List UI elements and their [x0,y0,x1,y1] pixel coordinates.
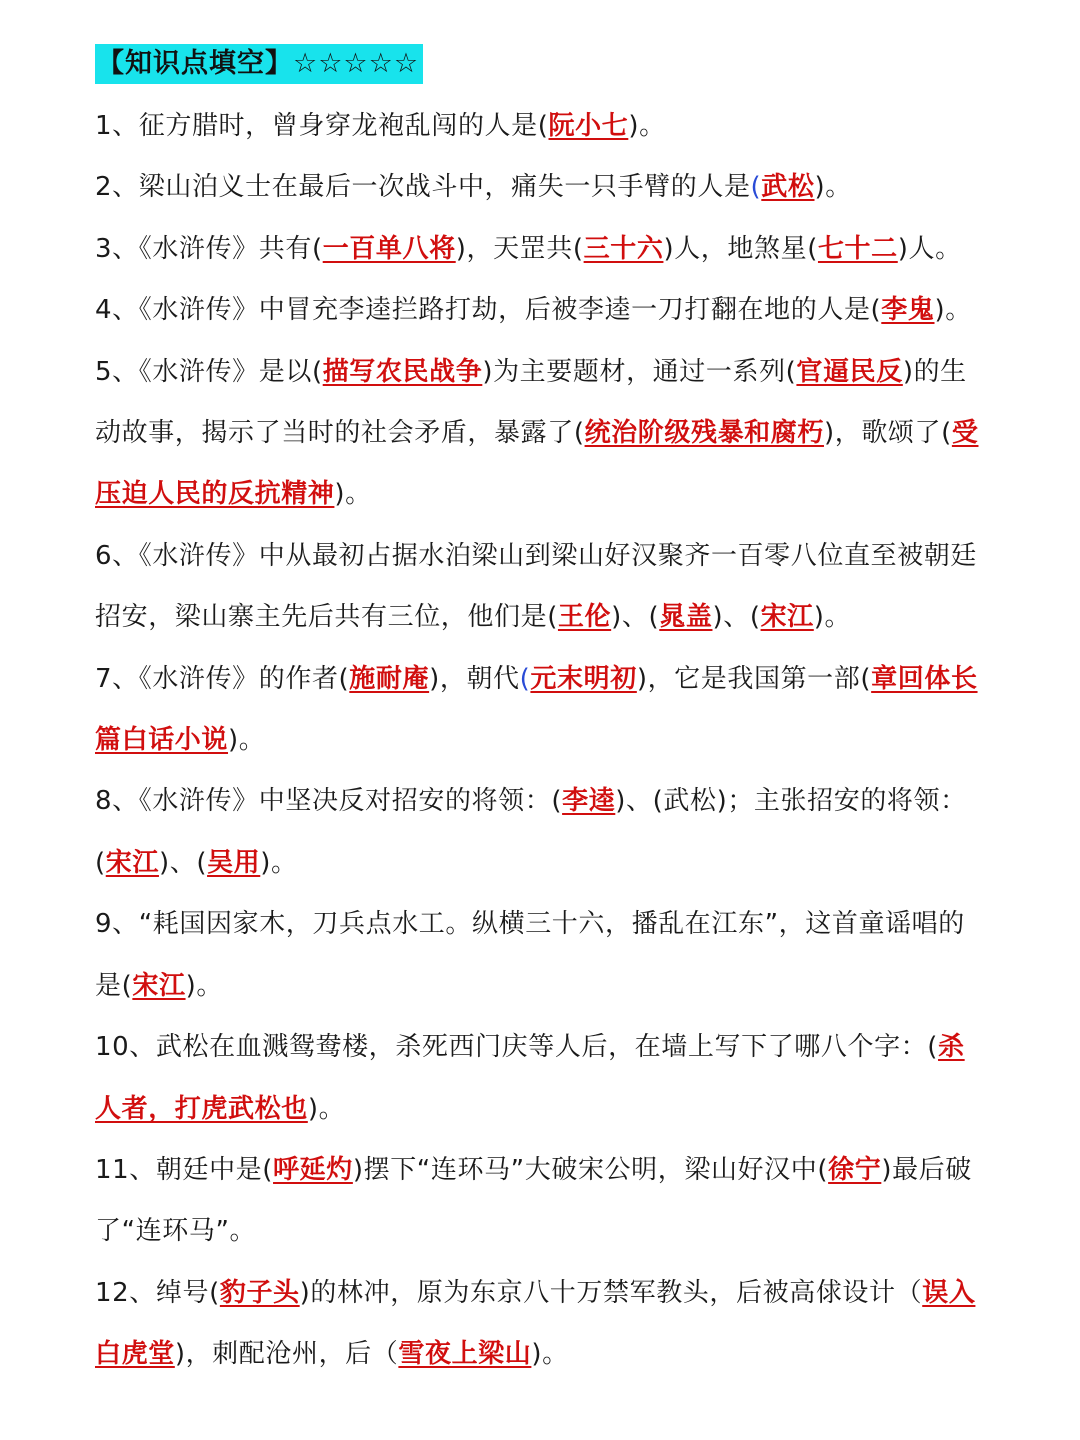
bracket: ) [352,1154,364,1185]
bracket: ) [531,1339,543,1370]
bracket: ) [429,663,440,694]
answer-text: 雪夜上梁山 [398,1339,532,1370]
question-list [95,96,988,1386]
bracket: ( [519,663,531,694]
bracket: ( [749,602,761,633]
question-text: 最后破了“连环马”。 [95,1154,972,1247]
answer-text: 官逼民反 [796,356,903,387]
bracket: ) [455,233,467,264]
answer-text: 章回体长篇白话小说 [95,663,978,756]
bracket: ( [196,847,208,878]
bracket: ( [785,356,797,387]
bracket: ( [537,111,549,141]
answer-text: 王伦 [557,602,612,633]
question-text: 1、征方腊时，曾身穿龙袍乱闯的人是 [95,111,538,141]
answer-text: 武松 [761,172,815,203]
bracket: ) [902,356,914,387]
question-text: ，刺配沧州，后（ [185,1339,399,1370]
answer-text: 七十二 [817,233,898,264]
question-text: 为主要题材，通过一系列 [493,356,786,387]
question-text: 。 [542,1339,569,1370]
question-text: 人，地煞星 [674,233,808,264]
bracket: ( [547,602,558,633]
bracket: ) [228,725,239,756]
answer-text: 描写农民战争 [322,356,483,387]
question-item [95,526,988,649]
bracket: ( [870,295,882,326]
question-text: 10、武松在血溅鸳鸯楼，杀死西门庆等人后，在墙上写下了哪八个字： [95,1032,928,1063]
bracket: ) [712,602,724,633]
question-item [95,280,988,341]
question-text: ，天罡共 [466,233,573,264]
question-text: 4、《水浒传》中冒充李逵拦路打劫，后被李逵一刀打翻在地的人是 [95,295,871,326]
question-text: 摆下“连环马”大破宋公明，梁山好汉中 [363,1154,818,1185]
bracket: ( [311,356,323,387]
bracket: ( [750,172,762,203]
question-text: 9、“耗国因家木，刀兵点水工。纵横三十六，播乱在江东”，这首童谣唱的是 [95,909,965,1001]
question-text: 7、《水浒传》的作者 [95,663,339,694]
answer-text: 阮小七 [548,111,629,141]
question-text: 11、朝廷中是 [95,1154,263,1185]
answer-text: 呼延灼 [273,1154,353,1185]
question-item [95,157,988,218]
question-text: 。 [196,970,223,1001]
bracket: ) [823,418,835,449]
bracket: ( [311,233,323,264]
bracket: ( [927,1032,939,1063]
question-text: 。 [945,295,972,326]
bracket: ) [814,172,826,203]
bracket: ( [95,847,106,878]
answer-text: 杀人者，打虎武松也 [95,1032,965,1124]
question-item [95,649,988,772]
question-item [95,771,988,894]
question-text: ，朝代 [439,663,520,694]
question-text: ，它是我国第一部 [647,663,861,694]
bracket: ) [260,847,272,878]
bracket: ( [648,602,660,633]
answer-text: 一百单八将 [322,233,456,264]
answer-text: 施耐庵 [349,663,430,694]
question-text: 。 [824,602,852,633]
answer-text: 李鬼 [881,295,935,326]
answer-text: 吴用 [207,847,261,878]
answer-text: 徐宁 [828,1154,882,1185]
question-item [95,1263,988,1386]
question-item [95,219,988,280]
question-text: 、 [723,602,750,633]
question-text: 。 [639,111,666,141]
question-item [95,1017,988,1140]
question-item [95,894,988,1017]
bracket: ) [185,970,197,1001]
bracket: ) [628,111,640,141]
bracket: ( [121,970,133,1001]
bracket: ( [573,418,585,449]
bracket: ) [334,479,346,510]
bracket: ) [636,663,648,694]
question-text: 人。 [908,233,962,264]
answer-text: 宋江 [132,970,186,1001]
question-text: 。 [271,847,298,878]
answer-text: 李逵 [562,786,616,817]
answer-text: 晁盖 [659,602,713,633]
question-text: 、 [169,847,197,878]
question-text: 的生动故事，揭示了当时的社会矛盾，暴露了 [95,356,967,449]
bracket: ) [881,1154,893,1185]
bracket: ) [158,847,170,878]
bracket: ( [572,233,584,264]
bracket: ) [174,1339,186,1370]
bracket: ( [209,1277,220,1308]
question-text: 5、《水浒传》是以 [95,356,312,387]
bracket: ( [817,1154,829,1185]
question-text: 。 [318,1093,346,1124]
bracket: ) [482,356,494,387]
question-text: 。 [238,725,266,756]
question-text: 2、梁山泊义士在最后一次战斗中，痛失一只手臂的人是 [95,172,751,203]
answer-text: 宋江 [105,847,159,878]
question-text: 3、《水浒传》共有 [95,233,312,264]
question-item [95,1140,988,1263]
answer-text: 豹子头 [219,1277,300,1308]
answer-text: 统治阶级残暴和腐朽 [584,418,824,449]
bracket: ) [897,233,909,264]
question-text: 、 [621,602,649,633]
bracket: ) [813,602,825,633]
bracket: ) [307,1093,319,1124]
answer-text: 三十六 [583,233,664,264]
question-item [95,96,988,157]
question-text: 8、《水浒传》中坚决反对招安的将领： [95,786,552,817]
bracket: ( [551,786,563,817]
bracket: ( [262,1154,274,1185]
answer-text: 元末明初 [530,663,637,694]
question-text: 12、绰号 [95,1277,210,1308]
bracket: ( [338,663,350,694]
bracket: ) [934,295,946,326]
question-text: 。 [345,479,372,510]
bracket: ) [615,786,627,817]
answer-text: 受压迫人民的反抗精神 [95,418,979,510]
question-text: 。 [825,172,852,203]
answer-text: 宋江 [760,602,814,633]
bracket: ( [807,233,818,264]
answer-text: 误入白虎堂 [95,1277,976,1370]
bracket: ( [941,418,952,449]
question-item [95,342,988,526]
bracket: ) [299,1277,311,1308]
question-text: 、(武松)；主张招安的将领： [626,786,967,817]
bracket: ) [663,233,675,264]
bracket: ( [860,663,872,694]
question-text: 的林冲，原为东京八十万禁军教头，后被高俅设计（ [310,1277,923,1308]
bracket: ) [611,602,622,633]
question-text: 6、《水浒传》中从最初占据水泊梁山到梁山好汉聚齐一百零八位直至被朝廷招安，梁山寨主先后共有三位，他们是 [95,540,977,633]
section-title: 【知识点填空】☆☆☆☆☆ [95,44,423,84]
question-text: ，歌颂了 [834,418,942,449]
